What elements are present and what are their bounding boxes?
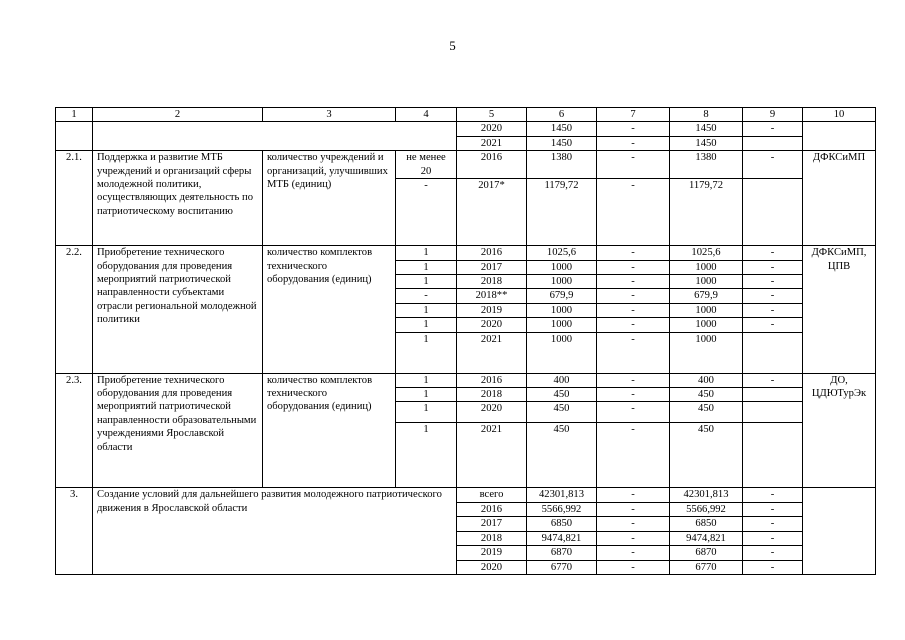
value-cell: - — [597, 179, 670, 246]
value-cell: - — [743, 246, 803, 260]
item-number: 3. — [56, 488, 93, 574]
value-cell: 1025,6 — [527, 246, 597, 260]
value-cell: - — [743, 260, 803, 274]
value-cell: - — [597, 122, 670, 136]
value-cell: 6850 — [527, 517, 597, 531]
value-cell: 1025,6 — [670, 246, 743, 260]
target-value: 1 — [396, 373, 457, 387]
value-cell: - — [597, 488, 670, 502]
table-row — [56, 122, 876, 136]
table-header-row — [56, 108, 876, 122]
value-cell: 1000 — [670, 260, 743, 274]
page-number: 5 — [449, 38, 456, 53]
value-cell: 450 — [670, 402, 743, 423]
item-name: Приобретение технического оборудования для проведения мероприятий патриотической направленности субъектами отрасли региональной молодежной политики — [93, 246, 263, 373]
value-cell: - — [597, 517, 670, 531]
value-cell: - — [597, 260, 670, 274]
year-cell: 2018 — [457, 275, 527, 289]
value-cell: 1000 — [527, 332, 597, 373]
value-cell: - — [597, 151, 670, 179]
value-cell: 1179,72 — [670, 179, 743, 246]
value-cell: 9474,821 — [670, 531, 743, 545]
value-cell: 1450 — [527, 122, 597, 136]
col-header: 1 — [56, 108, 93, 122]
value-cell: 1000 — [527, 275, 597, 289]
target-value: не менее 20 — [396, 151, 457, 179]
year-cell: 2018 — [457, 531, 527, 545]
target-value: 1 — [396, 275, 457, 289]
item-number: 2.1. — [56, 151, 93, 246]
col-header: 9 — [743, 108, 803, 122]
year-cell: 2017* — [457, 179, 527, 246]
col-header: 4 — [396, 108, 457, 122]
value-cell: - — [597, 423, 670, 488]
year-cell: 2018** — [457, 289, 527, 303]
executor-cell: ДО, ЦДЮТурЭк — [803, 373, 876, 488]
value-cell: 679,9 — [670, 289, 743, 303]
year-cell: 2021 — [457, 423, 527, 488]
year-cell: 2019 — [457, 546, 527, 560]
value-cell — [743, 332, 803, 373]
item-name: Поддержка и развитие МТБ учреждений и организаций сферы молодежной политики, осуществляющих деятельность по патриотическому воспитанию — [93, 151, 263, 246]
value-cell: 1179,72 — [527, 179, 597, 246]
value-cell: - — [743, 122, 803, 136]
target-value: 1 — [396, 303, 457, 317]
value-cell: 400 — [670, 373, 743, 387]
year-cell: 2020 — [457, 318, 527, 332]
value-cell: - — [597, 289, 670, 303]
target-value: 1 — [396, 318, 457, 332]
year-cell: 2016 — [457, 502, 527, 516]
value-cell — [743, 402, 803, 423]
value-cell: - — [597, 332, 670, 373]
value-cell: - — [597, 303, 670, 317]
value-cell: 6850 — [670, 517, 743, 531]
col-header: 3 — [263, 108, 396, 122]
value-cell: - — [597, 318, 670, 332]
col-header: 5 — [457, 108, 527, 122]
col-header: 10 — [803, 108, 876, 122]
value-cell: 450 — [527, 388, 597, 402]
year-cell: 2020 — [457, 122, 527, 136]
value-cell: 42301,813 — [527, 488, 597, 502]
value-cell: - — [743, 488, 803, 502]
value-cell: 400 — [527, 373, 597, 387]
value-cell: - — [743, 531, 803, 545]
value-cell: - — [597, 502, 670, 516]
target-value: 1 — [396, 388, 457, 402]
indicator-cell: количество комплектов технического оборудования (единиц) — [263, 246, 396, 373]
empty-cell — [56, 122, 93, 151]
empty-cell — [803, 122, 876, 151]
value-cell: - — [743, 546, 803, 560]
year-cell: 2020 — [457, 560, 527, 574]
value-cell: - — [597, 275, 670, 289]
value-cell: 1000 — [527, 303, 597, 317]
value-cell: - — [743, 373, 803, 387]
target-value: - — [396, 289, 457, 303]
value-cell: 450 — [670, 423, 743, 488]
value-cell: 1380 — [670, 151, 743, 179]
value-cell: 1380 — [527, 151, 597, 179]
value-cell: - — [743, 289, 803, 303]
value-cell: 9474,821 — [527, 531, 597, 545]
value-cell: 1000 — [670, 303, 743, 317]
empty-cell — [803, 488, 876, 574]
col-header: 8 — [670, 108, 743, 122]
value-cell: - — [597, 246, 670, 260]
year-cell: 2016 — [457, 151, 527, 179]
value-cell: 6870 — [527, 546, 597, 560]
value-cell: - — [743, 502, 803, 516]
value-cell: - — [597, 531, 670, 545]
value-cell — [743, 423, 803, 488]
target-value: 1 — [396, 260, 457, 274]
col-header: 7 — [597, 108, 670, 122]
target-value: 1 — [396, 423, 457, 488]
target-value: - — [396, 179, 457, 246]
year-cell: 2017 — [457, 260, 527, 274]
year-cell: 2021 — [457, 136, 527, 150]
col-header: 2 — [93, 108, 263, 122]
value-cell: 450 — [670, 388, 743, 402]
value-cell: 1000 — [527, 318, 597, 332]
target-value: 1 — [396, 332, 457, 373]
value-cell: - — [743, 560, 803, 574]
value-cell: 1450 — [527, 136, 597, 150]
value-cell: 1000 — [670, 332, 743, 373]
value-cell: 1450 — [670, 136, 743, 150]
value-cell: - — [743, 275, 803, 289]
item-name: Приобретение технического оборудования для проведения мероприятий патриотической направленности образовательными учреждениями Ярославской области — [93, 373, 263, 488]
year-cell: 2017 — [457, 517, 527, 531]
value-cell: 5566,992 — [670, 502, 743, 516]
value-cell: 1000 — [670, 318, 743, 332]
indicator-cell: количество комплектов технического оборудования (единиц) — [263, 373, 396, 488]
table-row — [56, 246, 876, 260]
year-cell: 2016 — [457, 246, 527, 260]
executor-cell: ДФКСиМП, ЦПВ — [803, 246, 876, 373]
value-cell: 679,9 — [527, 289, 597, 303]
value-cell: - — [597, 388, 670, 402]
value-cell: 1450 — [670, 122, 743, 136]
value-cell: 450 — [527, 423, 597, 488]
value-cell: 450 — [527, 402, 597, 423]
target-value: 1 — [396, 246, 457, 260]
target-value: 1 — [396, 402, 457, 423]
value-cell: - — [597, 373, 670, 387]
value-cell: - — [743, 303, 803, 317]
year-cell: 2016 — [457, 373, 527, 387]
col-header: 6 — [527, 108, 597, 122]
value-cell — [743, 179, 803, 246]
value-cell: - — [597, 402, 670, 423]
year-cell: всего — [457, 488, 527, 502]
value-cell: - — [743, 318, 803, 332]
empty-cell — [93, 122, 457, 151]
value-cell: 6870 — [670, 546, 743, 560]
value-cell — [743, 136, 803, 150]
table-row — [56, 373, 876, 387]
year-cell: 2018 — [457, 388, 527, 402]
value-cell: - — [597, 136, 670, 150]
year-cell: 2021 — [457, 332, 527, 373]
value-cell: 1000 — [670, 275, 743, 289]
value-cell: 5566,992 — [527, 502, 597, 516]
table-row — [56, 151, 876, 179]
value-cell: 42301,813 — [670, 488, 743, 502]
value-cell: - — [597, 546, 670, 560]
value-cell: 6770 — [670, 560, 743, 574]
value-cell: - — [597, 560, 670, 574]
value-cell: - — [743, 151, 803, 179]
item-number: 2.2. — [56, 246, 93, 373]
item-name: Создание условий для дальнейшего развития молодежного патриотического движения в Ярославской области — [93, 488, 457, 574]
program-table — [55, 107, 876, 575]
table-row — [56, 488, 876, 502]
indicator-cell: количество учреждений и организаций, улучшивших МТБ (единиц) — [263, 151, 396, 246]
executor-cell: ДФКСиМП — [803, 151, 876, 246]
year-cell: 2019 — [457, 303, 527, 317]
year-cell: 2020 — [457, 402, 527, 423]
value-cell — [743, 388, 803, 402]
value-cell: 6770 — [527, 560, 597, 574]
value-cell: - — [743, 517, 803, 531]
item-number: 2.3. — [56, 373, 93, 488]
value-cell: 1000 — [527, 260, 597, 274]
